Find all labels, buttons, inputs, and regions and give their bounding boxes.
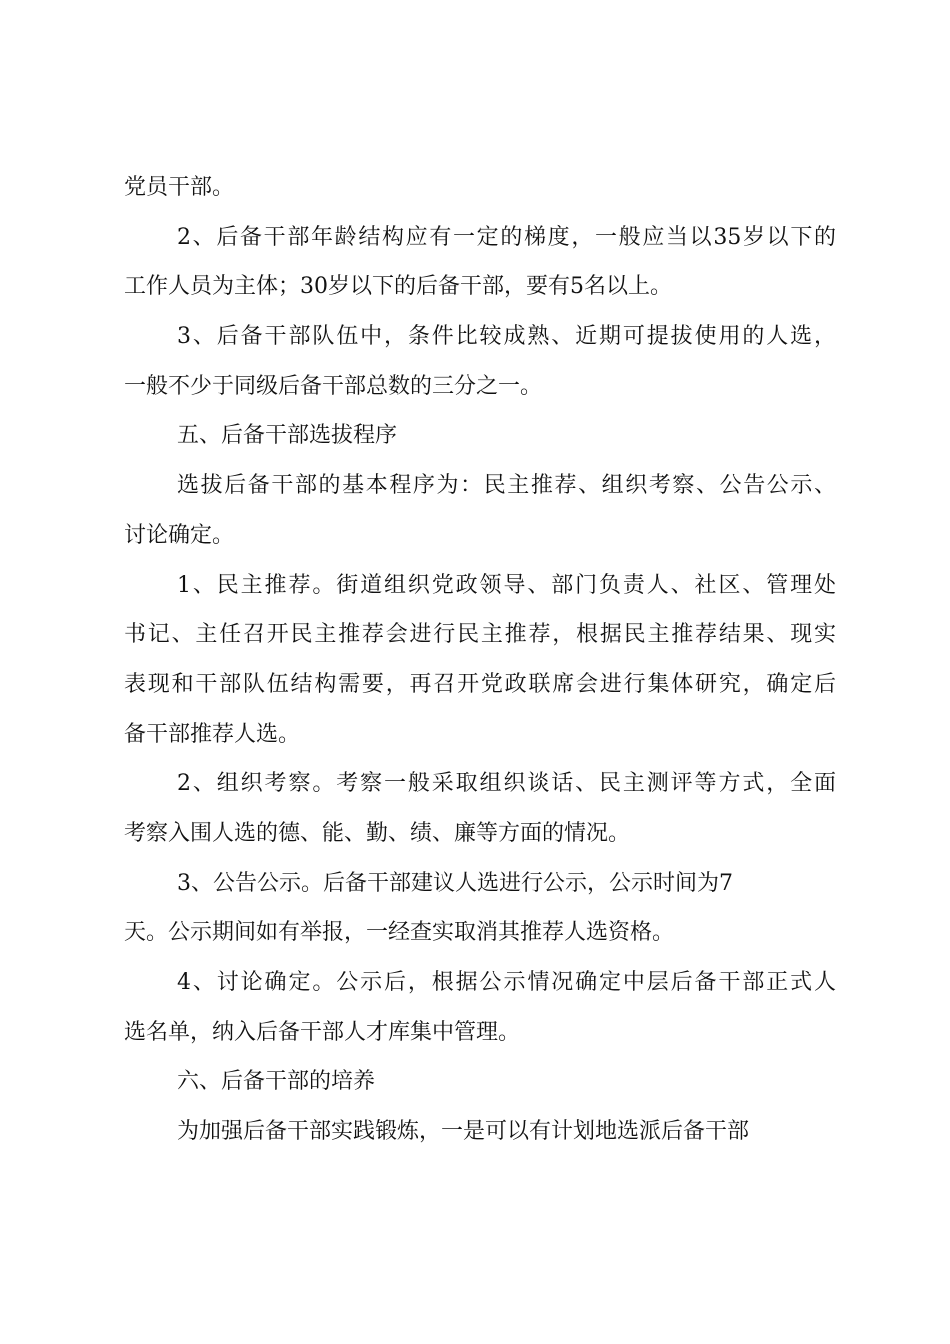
section-heading-5: 五、后备干部选拔程序 <box>177 423 398 449</box>
text-line-7: 选拔后备干部的基本程序为：民主推荐、组织考察、公告公示、 <box>177 473 836 499</box>
text-line-14: 考察入围人选的德、能、勤、绩、廉等方面的情况。 <box>124 820 631 846</box>
text-line-9: 1、民主推荐。街道组织党政领导、部门负责人、社区、管理处 <box>177 572 836 598</box>
text-line-4: 3、后备干部队伍中，条件比较成熟、近期可提拔使用的人选， <box>177 324 836 350</box>
text-line-1: 党员干部。 <box>124 175 235 200</box>
text-line-5: 一般不少于同级后备干部总数的三分之一。 <box>124 373 543 399</box>
text-line-16: 天。公示期间如有举报，一经查实取消其推荐人选资格。 <box>124 920 675 946</box>
text-line-11: 表现和干部队伍结构需要，再召开党政联席会进行集体研究，确定后 <box>124 671 836 697</box>
text-line-2: 2、后备干部年龄结构应有一定的梯度，一般应当以35岁以下的 <box>177 224 836 250</box>
text-line-13: 2、组织考察。考察一般采取组织谈话、民主测评等方式，全面 <box>177 771 836 797</box>
text-line-12: 备干部推荐人选。 <box>124 721 301 747</box>
text-line-3: 工作人员为主体；30岁以下的后备干部，要有5名以上。 <box>124 274 672 300</box>
text-line-10: 书记、主任召开民主推荐会进行民主推荐，根据民主推荐结果、现实 <box>124 622 836 648</box>
section-heading-6: 六、后备干部的培养 <box>177 1069 376 1095</box>
text-line-8: 讨论确定。 <box>124 522 235 548</box>
text-line-18: 选名单，纳入后备干部人才库集中管理。 <box>124 1019 521 1045</box>
text-line-15: 3、公告公示。后备干部建议人选进行公示，公示时间为7 <box>177 870 733 896</box>
text-line-17: 4、讨论确定。公示后，根据公示情况确定中层后备干部正式人 <box>177 970 836 995</box>
document-page <box>124 163 836 1157</box>
text-line-20: 为加强后备干部实践锻炼，一是可以有计划地选派后备干部 <box>177 1119 750 1145</box>
